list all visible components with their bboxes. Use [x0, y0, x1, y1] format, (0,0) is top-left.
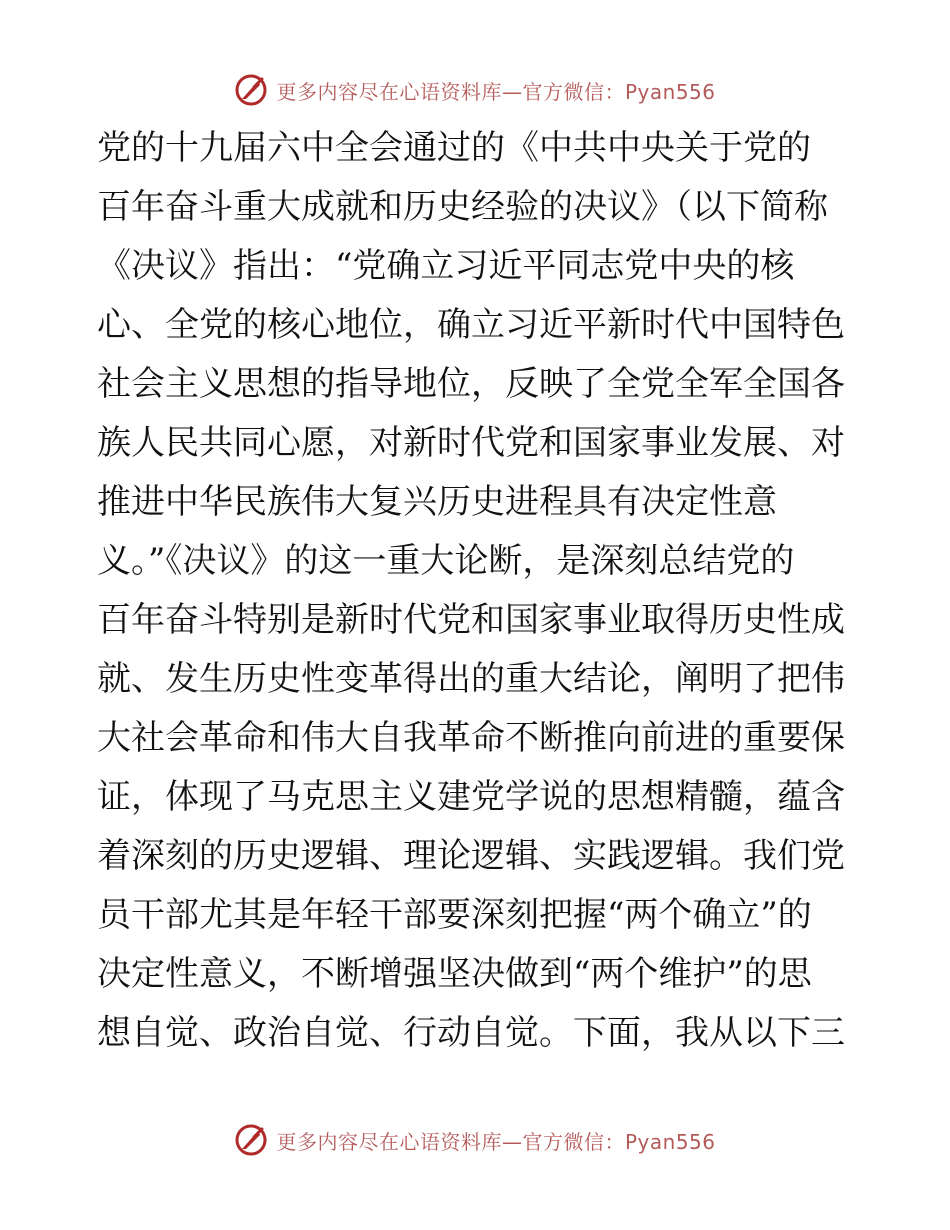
body-line: 义。”《决议》的这一重大论断，是深刻总结党的 — [97, 541, 795, 581]
quill-logo-icon — [234, 1123, 268, 1157]
body-line: 党的十九届六中全会通过的《中共中央关于党的 — [97, 128, 811, 168]
body-line: 就、发生历史性变革得出的重大结论，阐明了把伟 — [97, 659, 845, 699]
banner-label: 官方微信： — [522, 79, 625, 104]
body-line: 着深刻的历史逻辑、理论逻辑、实践逻辑。我们党 — [97, 836, 845, 876]
document-body — [0, 120, 950, 1080]
banner-handle: Pyan556 — [624, 1129, 716, 1154]
banner-separator: — — [501, 79, 523, 104]
banner-label: 官方微信： — [522, 1129, 625, 1154]
banner-title: 更多内容尽在心语资料库 — [276, 1129, 502, 1154]
body-line: 想自觉、政治自觉、行动自觉。下面，我从以下三 — [97, 1013, 845, 1053]
banner-separator: — — [501, 1129, 523, 1154]
footer-banner — [0, 1120, 950, 1160]
body-line: 证，体现了马克思主义建党学说的思想精髓，蕴含 — [97, 777, 845, 817]
footer-banner-text — [276, 1126, 715, 1155]
body-line: 《决议》指出：“党确立习近平同志党中央的核 — [97, 246, 795, 286]
body-line: 族人民共同心愿，对新时代党和国家事业发展、对 — [97, 423, 845, 463]
body-line: 大社会革命和伟大自我革命不断推向前进的重要保 — [97, 718, 845, 758]
header-banner — [0, 70, 950, 110]
banner-title: 更多内容尽在心语资料库 — [276, 79, 502, 104]
body-line: 推进中华民族伟大复兴历史进程具有决定性意 — [97, 482, 777, 522]
body-line: 百年奋斗特别是新时代党和国家事业取得历史性成 — [97, 600, 845, 640]
body-line: 社会主义思想的指导地位，反映了全党全军全国各 — [97, 364, 845, 404]
body-line: 员干部尤其是年轻干部要深刻把握“两个确立”的 — [97, 895, 812, 935]
body-line: 心、全党的核心地位，确立习近平新时代中国特色 — [97, 305, 845, 345]
banner-handle: Pyan556 — [624, 79, 716, 104]
body-line: 决定性意义，不断增强坚决做到“两个维护”的思 — [97, 954, 812, 994]
body-line: 百年奋斗重大成就和历史经验的决议》（以下简称 — [97, 187, 828, 227]
quill-logo-icon — [234, 73, 268, 107]
header-banner-text — [276, 76, 715, 105]
